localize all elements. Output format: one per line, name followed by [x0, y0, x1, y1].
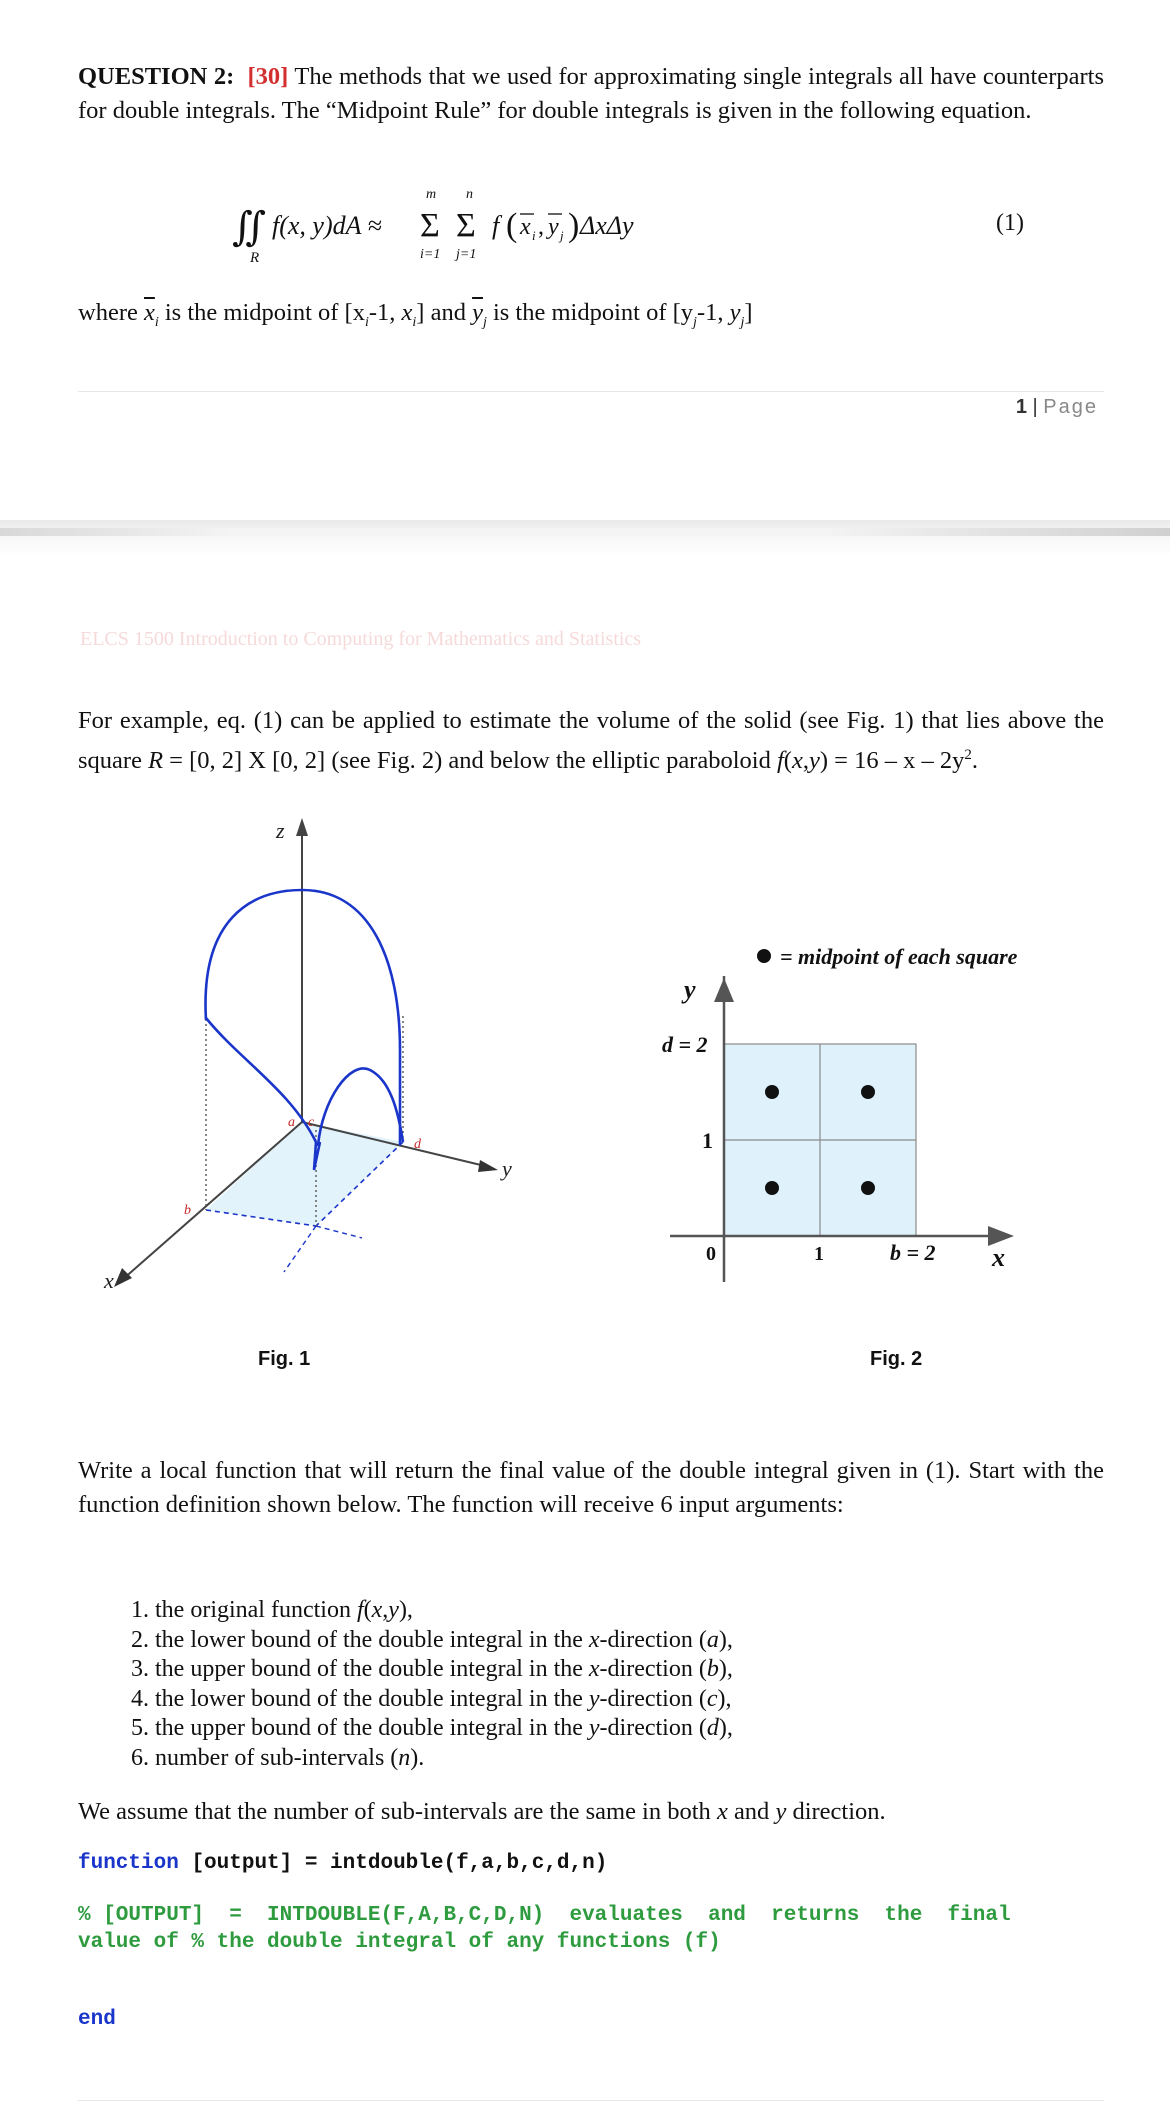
sum-sign-j: Σ — [456, 207, 476, 244]
sum-sign-i: Σ — [420, 207, 440, 244]
function-keyword: function — [78, 1852, 179, 1875]
argument-item: 2. the lower bound of the double integral in the x-direction (a), — [155, 1626, 1055, 1656]
sum-upper-j: n — [466, 190, 473, 202]
page-break — [0, 520, 1170, 556]
question-points: [30] — [247, 63, 289, 90]
fig2-one-y-label: 1 — [702, 1128, 713, 1153]
example-paragraph: For example, eq. (1) can be applied to estimate the volume of the solid (see Fig. 1) that lies above the square R = [0, 2] X [0, 2] (see Fig. 2) and below the elliptic paraboloid $f(x,y) = 16 - x - 2y^2$. — [78, 707, 1104, 775]
lhs-text: f(x, y)dA ≈ — [272, 211, 382, 240]
footer-divider — [78, 391, 1104, 392]
y-label: y — [502, 1156, 512, 1181]
base-extension-2 — [284, 1226, 316, 1272]
question-paragraph — [78, 60, 1104, 128]
fig2-legend: = midpoint of each square — [780, 944, 1018, 969]
figure-1-caption: Fig. 1 — [258, 1348, 311, 1370]
fig2-d2-label: d = 2 — [662, 1032, 708, 1057]
page-break-edge — [0, 528, 1170, 536]
task-paragraph: Write a local function that will return the final value of the double integral given in (1). Start with the function definition shown below. The function will receive 6 input arguments: — [78, 1457, 1104, 1518]
midpoint-dot-4 — [861, 1181, 875, 1195]
argument-item: 4. the lower bound of the double integral in the y-direction (c), — [155, 1685, 1055, 1715]
assumption-paragraph: We assume that the number of sub-intervals are the same in both x and y direction. — [78, 1798, 886, 1825]
d-label: d — [414, 1137, 421, 1152]
argument-item: 3. the upper bound of the double integral in the x-direction (b), — [155, 1655, 1055, 1685]
fig2-zero-label: 0 — [706, 1243, 716, 1265]
legend-marker — [757, 949, 771, 963]
rhs-close-paren: ) — [568, 207, 580, 244]
midpoint-rule-equation — [230, 190, 790, 270]
sum-lower-j: j=1 — [456, 247, 477, 262]
z-label: z — [276, 818, 285, 843]
equation-number: (1) — [996, 210, 1024, 236]
argument-item: 6. number of sub-intervals (n). — [155, 1744, 1055, 1774]
question-label: QUESTION 2: — [78, 63, 235, 90]
rhs-yj: y — [548, 214, 559, 240]
figure-2-grid — [640, 930, 1090, 1300]
rhs-open-paren: ( — [506, 207, 518, 244]
comment-line-1: % [OUTPUT] = INTDOUBLE(F,A,B,C,D,N) evaluates and returns the final — [78, 1904, 1011, 1927]
page-number: 1 | Page — [1015, 396, 1098, 418]
midpoint-dot-3 — [765, 1181, 779, 1195]
double-integral-sign: ∬ — [232, 204, 267, 249]
base-extension-1 — [316, 1226, 362, 1238]
where-line: where $\overline{x}_i$ is the midpoint of [$x_i-1$, $x_i$] and $\overline{y}_j$ is the midpoint of [$y_j-1$, $y_j$] — [78, 299, 753, 330]
fig2-x-label: x — [992, 1243, 1005, 1272]
comment-line-2: value of % the double integral of any functions (f) — [78, 1931, 721, 1954]
fig2-one-x-label: 1 — [814, 1243, 824, 1265]
question-intro: The methods that we used for approximating single integrals all have counterparts for double integrals. The “Midpoint Rule” for double integrals is given in the following equation. — [78, 63, 1104, 124]
x-axis-arrow — [114, 1268, 132, 1287]
rhs-function: f — [492, 211, 500, 240]
function-signature — [78, 1852, 607, 1875]
svg-text:,: , — [538, 214, 544, 240]
fig2-y-label: y — [684, 975, 696, 1004]
bottom-divider — [78, 2100, 1104, 2101]
figure-1-solid — [100, 810, 530, 1310]
midpoint-dot-1 — [765, 1085, 779, 1099]
arguments-list — [115, 1596, 1055, 1773]
argument-item: 5. the upper bound of the double integral in the y-direction (d), — [155, 1714, 1055, 1744]
svg-text:j: j — [560, 228, 564, 243]
sum-upper-i: m — [426, 190, 437, 202]
a-label: a — [288, 1115, 295, 1130]
z-axis-arrow — [296, 818, 308, 836]
region-label: R — [250, 250, 260, 266]
y-axis-arrow — [478, 1160, 498, 1172]
c-label: c — [308, 1115, 315, 1130]
sum-lower-i: i=1 — [420, 247, 441, 262]
fig2-b2-label: b = 2 — [890, 1240, 936, 1265]
b-label: b — [184, 1203, 191, 1218]
rhs-xi: x — [520, 214, 531, 240]
x-label: x — [104, 1268, 114, 1293]
base-square — [206, 1122, 403, 1226]
svg-text:i: i — [532, 228, 536, 243]
function-signature-text: [output] = intdouble(f,a,b,c,d,n) — [191, 1852, 608, 1875]
figure-2-caption: Fig. 2 — [870, 1348, 923, 1370]
rhs-delta: ΔxΔy — [580, 211, 634, 240]
faint-page-header: ELCS 1500 Introduction to Computing for Mathematics and Statistics — [80, 628, 642, 650]
midpoint-dot-2 — [861, 1085, 875, 1099]
end-keyword: end — [78, 2008, 116, 2031]
argument-item: 1. the original function f(x,y), — [155, 1596, 1055, 1626]
fig2-y-axis-arrow — [714, 978, 734, 1002]
